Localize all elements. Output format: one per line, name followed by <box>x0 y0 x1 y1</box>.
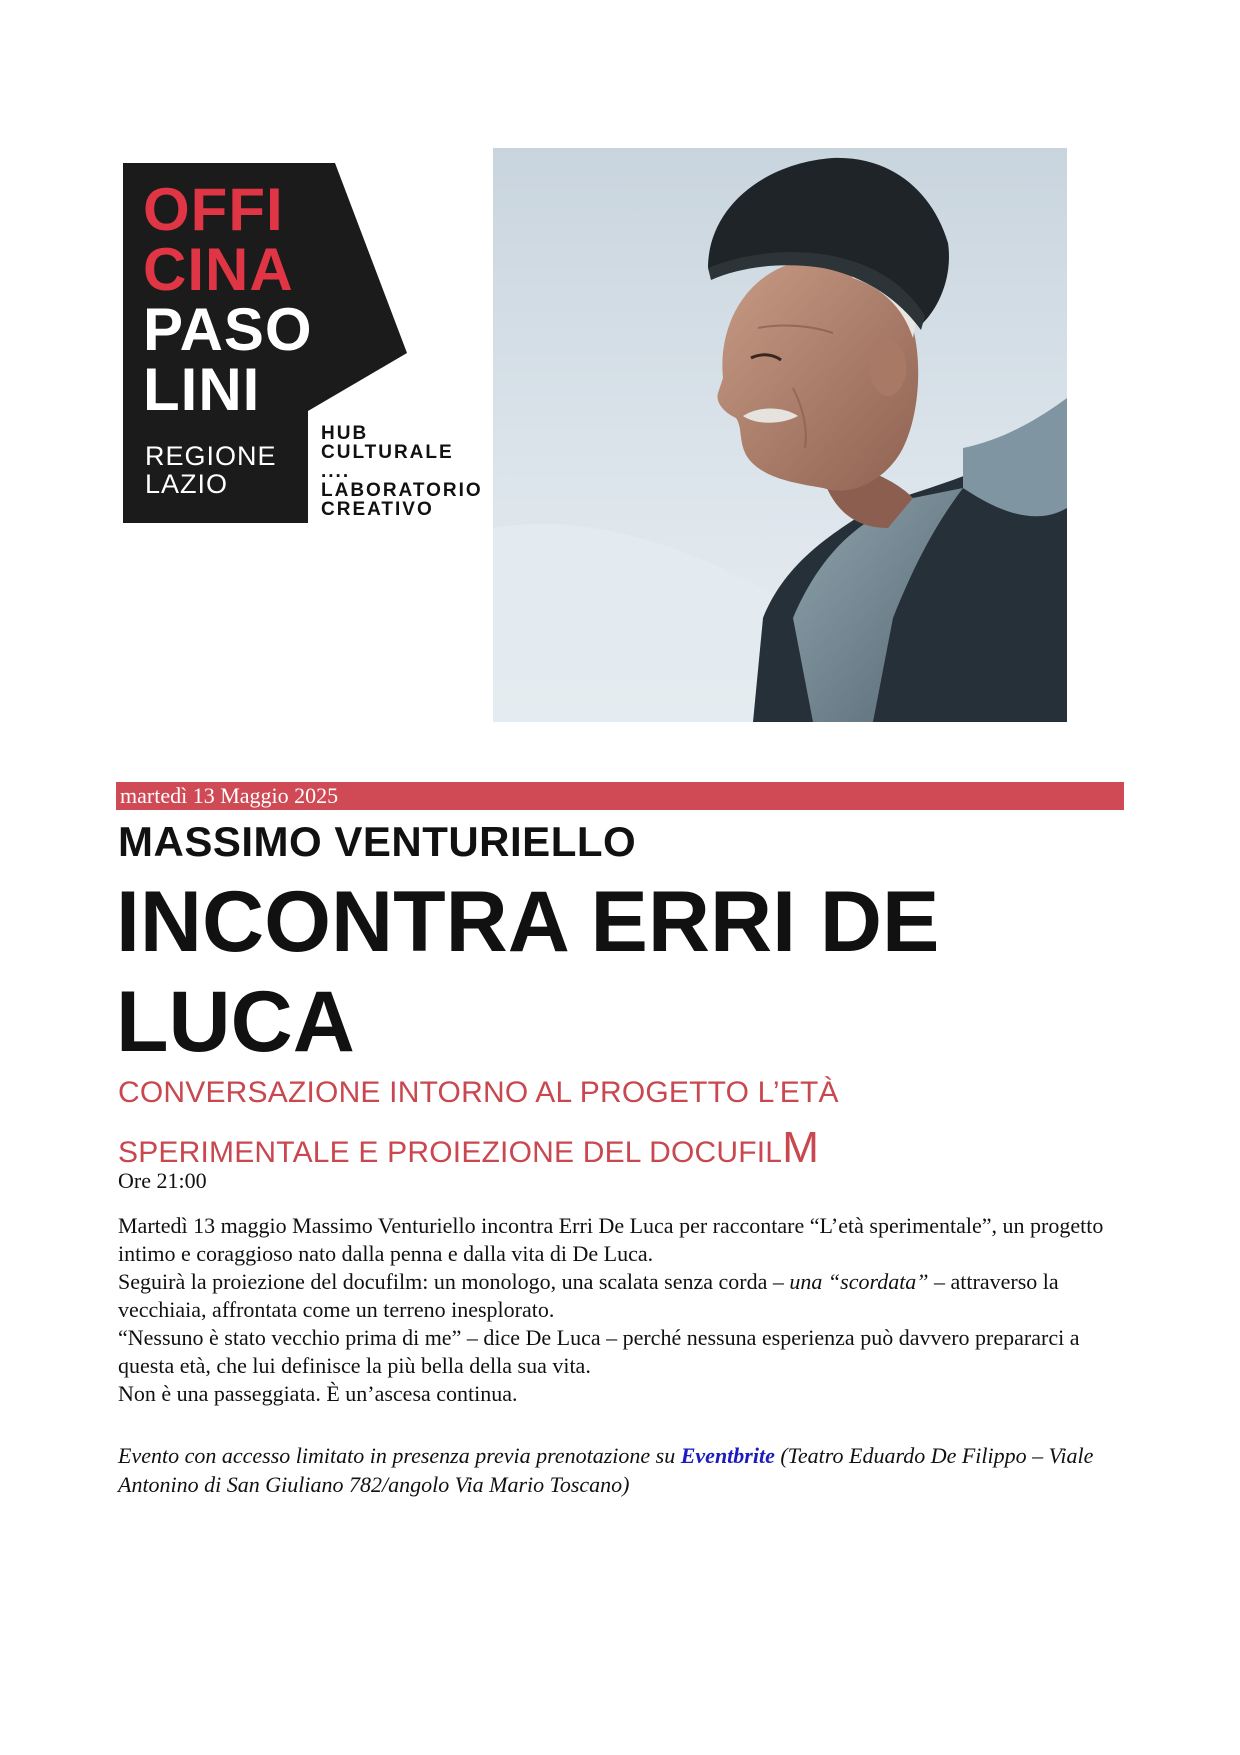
booking-note <box>118 1441 1118 1499</box>
event-subtitle <box>118 1065 1118 1180</box>
portrait-photo <box>493 148 1067 722</box>
logo-region-1: REGIONE <box>145 441 277 471</box>
description-paragraph-1: Martedì 13 maggio Massimo Venturiello incontra Erri De Luca per raccontare “L’età sperimentale”, un progetto intimo e coraggioso nato dalla penna e dalla vita di De Luca. <box>118 1213 1104 1266</box>
logo-hub-2: CULTURALE <box>321 442 454 463</box>
event-description <box>118 1212 1118 1408</box>
description-paragraph-2 <box>118 1268 1118 1324</box>
logo-word-3: PASO <box>143 296 313 363</box>
paragraph-2-start: Seguirà la proiezione del docufilm: un monologo, una scalata senza corda – <box>118 1269 790 1294</box>
logo-hub-4: CREATIVO <box>321 499 434 520</box>
logo-region-2: LAZIO <box>145 469 229 499</box>
logo-word-2: CINA <box>143 236 294 303</box>
officina-pasolini-logo <box>123 163 493 523</box>
subtitle-last-letter: M <box>782 1123 820 1172</box>
description-paragraph-3: “Nessuno è stato vecchio prima di me” – dice De Luca – perché nessuna esperienza può davvero prepararci a questa età, che lui definisce la più bella della sua vita. <box>118 1325 1080 1378</box>
subtitle-line-2-text: SPERIMENTALE E PROIEZIONE DEL DOCUFIL <box>118 1136 783 1169</box>
logo-word-4: LINI <box>143 356 261 423</box>
description-paragraph-4: Non è una passeggiata. È un’ascesa continua. <box>118 1381 518 1406</box>
paragraph-2-end: – attraverso la vecchiaia, affrontata come un terreno inesplorato. <box>118 1269 1059 1322</box>
logo-hub-3: LABORATORIO <box>321 480 483 501</box>
booking-note-start: Evento con accesso limitato in presenza previa prenotazione su <box>118 1443 681 1468</box>
event-title: INCONTRA ERRI DE LUCA <box>116 874 940 1070</box>
paragraph-2-italic: una “scordata” <box>789 1269 929 1294</box>
subtitle-line-1: CONVERSAZIONE INTORNO AL PROGETTO L’ETÀ <box>118 1076 839 1109</box>
eventbrite-link[interactable]: Eventbrite <box>680 1443 775 1468</box>
logo-word-1: OFFI <box>143 176 284 243</box>
booking-note-venue: (Teatro Eduardo De Filippo – Viale Antonino di San Giuliano 782/angolo Via Mario Toscano) <box>118 1443 1094 1497</box>
subtitle-line-2 <box>118 1120 1118 1180</box>
event-speaker-name: MASSIMO VENTURIELLO <box>118 818 637 865</box>
logo-hub-dots: .... <box>321 461 351 482</box>
event-date: martedì 13 Maggio 2025 <box>120 783 339 808</box>
logo-hub-1: HUB <box>321 423 369 444</box>
event-time: Ore 21:00 <box>118 1168 207 1193</box>
date-banner <box>116 782 1124 810</box>
